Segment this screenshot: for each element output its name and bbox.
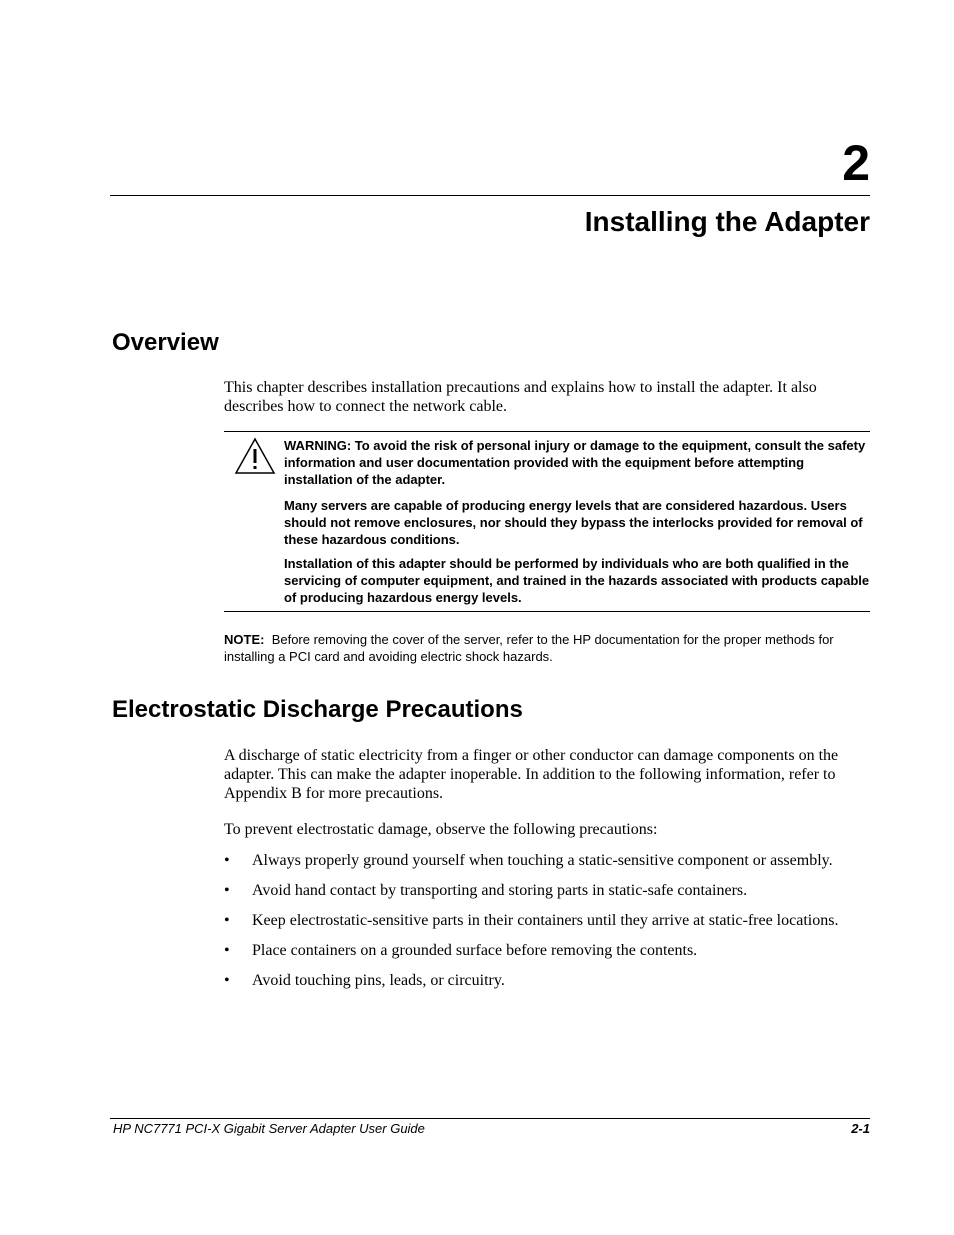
- list-item: [224, 971, 870, 990]
- list-item: [224, 911, 870, 930]
- esd-intro-paragraph: To prevent electrostatic damage, observe the following precautions:: [224, 821, 658, 838]
- esd-paragraph: A discharge of static electricity from a finger or other conductor can damage components on the adapter. This can make the adapter inoperable. In addition to the following information, refer to Appendix B for more precautions.: [224, 747, 839, 802]
- list-item: [224, 851, 870, 870]
- warning-paragraph: Many servers are capable of producing energy levels that are considered hazardous. Users should not remove enclosures, nor should they bypass the interlocks provided for removal of these hazardous conditions.: [284, 498, 863, 547]
- list-item-text: Avoid touching pins, leads, or circuitry.: [252, 972, 505, 989]
- list-item-text: Place containers on a grounded surface before removing the contents.: [252, 942, 698, 959]
- warning-paragraph: Installation of this adapter should be performed by individuals who are both qualified in the servicing of computer equipment, and trained in the hazards associated with products capable of producing hazardous energy levels.: [284, 556, 870, 605]
- list-item-text: Avoid hand contact by transporting and storing parts in static-safe containers.: [252, 882, 748, 899]
- warning-triangle-icon: [234, 437, 276, 475]
- chapter-title: Installing the Adapter: [584, 206, 870, 237]
- bullet-icon: •: [224, 912, 230, 929]
- bullet-icon: •: [224, 942, 230, 959]
- bullet-icon: •: [224, 882, 230, 899]
- list-item-text: Keep electrostatic-sensitive parts in their containers until they arrive at static-free locations.: [252, 912, 839, 929]
- overview-paragraph: This chapter describes installation precautions and explains how to install the adapter. It also describes how to connect the network cable.: [224, 379, 817, 415]
- list-item: [224, 941, 870, 960]
- chapter-divider: [110, 195, 870, 196]
- warning-paragraph: WARNING: To avoid the risk of personal injury or damage to the equipment, consult the safety information and user documentation provided with the equipment before attempting installation of the adapter.: [284, 438, 866, 487]
- list-item: [224, 881, 870, 900]
- note-text: Before removing the cover of the server, refer to the HP documentation for the proper methods for installing a PCI card and avoiding electric shock hazards.: [224, 632, 834, 664]
- precautions-list: [224, 851, 870, 1001]
- footer-divider: [110, 1118, 870, 1119]
- esd-heading: Electrostatic Discharge Precautions: [112, 696, 523, 723]
- warning-box: [224, 431, 870, 612]
- bullet-icon: •: [224, 852, 230, 869]
- footer-page-number: 2-1: [851, 1121, 870, 1136]
- overview-heading: Overview: [112, 329, 219, 356]
- note-label: NOTE:: [224, 632, 265, 647]
- list-item-text: Always properly ground yourself when touching a static-sensitive component or assembly.: [252, 852, 833, 869]
- bullet-icon: •: [224, 972, 230, 989]
- footer-title: HP NC7771 PCI-X Gigabit Server Adapter User Guide: [113, 1121, 425, 1136]
- note-paragraph: [224, 631, 870, 665]
- chapter-number: 2: [842, 135, 870, 191]
